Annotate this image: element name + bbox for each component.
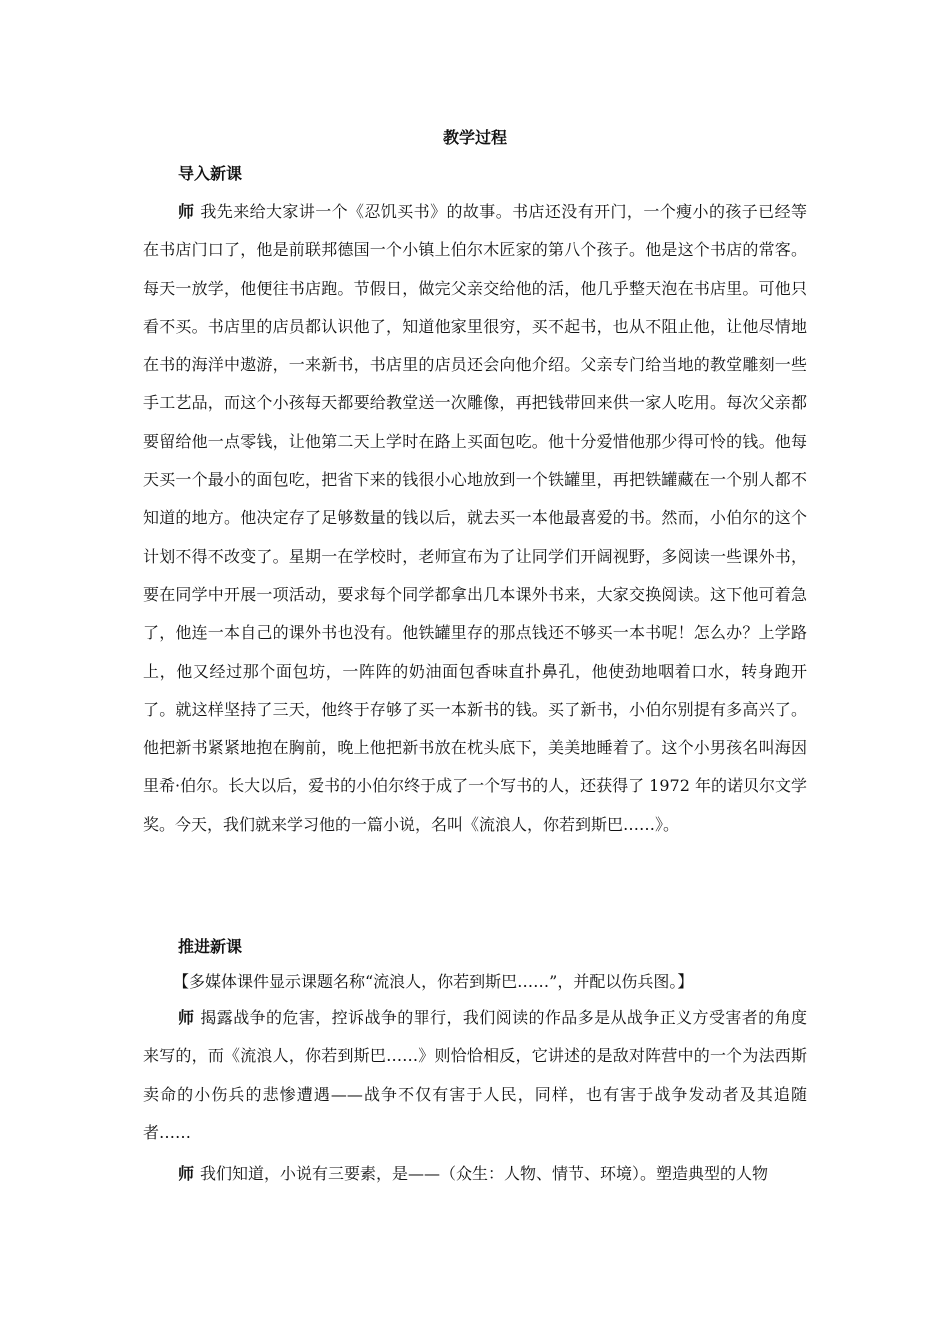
section-heading-advance: 推进新课 (178, 937, 243, 956)
speaker-label: 师 (178, 1008, 195, 1027)
advance-paragraph-2 (143, 1155, 807, 1193)
section-heading-intro: 导入新课 (178, 164, 243, 183)
speaker-label: 师 (178, 1164, 195, 1183)
advance-paragraph-1 (143, 999, 807, 1152)
page-title: 教学过程 (442, 128, 507, 147)
multimedia-note: 【多媒体课件显示课题名称“流浪人，你若到斯巴……”，并配以伤兵图。】 (173, 972, 694, 991)
speaker-label: 师 (178, 202, 195, 221)
intro-paragraph (143, 193, 807, 844)
advance-paragraph-1-text: 揭露战争的危害，控诉战争的罪行，我们阅读的作品多是从战争正义方受害者的角度来写的，而《流浪人，你若到斯巴……》则恰恰相反，它讲述的是敌对阵营中的一个为法西斯卖命的小伤兵的悲惨遭遇——战争不仅有害于人民，同样，也有害于战争发动者及其追随者…… (143, 1008, 807, 1142)
advance-paragraph-2-text: 我们知道，小说有三要素，是——（众生：人物、情节、环境）。塑造典型的人物 (200, 1164, 769, 1183)
intro-paragraph-text: 我先来给大家讲一个《忍饥买书》的故事。书店还没有开门，一个瘦小的孩子已经等在书店门口了，他是前联邦德国一个小镇上伯尔木匠家的第八个孩子。他是这个书店的常客。每天一放学，他便往书店跑。节假日，做完父亲交给他的活，他几乎整天泡在书店里。可他只看不买。书店里的店员都认识他了，知道他家里很穷，买不起书，也从不阻止他，让他尽情地在书的海洋中遨游，一来新书，书店里的店员还会向他介绍。父亲专门给当地的教堂雕刻一些手工艺品，而这个小孩每天都要给教堂送一次雕像，再把钱带回来供一家人吃用。每次父亲都要留给他一点零钱，让他第二天上学时在路上买面包吃。他十分爱惜他那少得可怜的钱。他每天买一个最小的面包吃，把省下来的钱很小心地放到一个铁罐里，再把铁罐藏在一个别人都不知道的地方。他决定存了足够数量的钱以后，就去买一本他最喜爱的书。然而，小伯尔的这个计划不得不改变了。星期一在学校时，老师宣布为了让同学们开阔视野，多阅读一些课外书，要在同学中开展一项活动，要求每个同学都拿出几本课外书来，大家交换阅读。这下他可着急了，他连一本自己的课外书也没有。他铁罐里存的那点钱还不够买一本书呢！怎么办？上学路上，他又经过那个面包坊，一阵阵的奶油面包香味直扑鼻孔，他使劲地咽着口水，转身跑开了。就这样坚持了三天，他终于存够了买一本新书的钱。买了新书，小伯尔别提有多高兴了。他把新书紧紧地抱在胸前，晚上他把新书放在枕头底下，美美地睡着了。这个小男孩名叫海因里希·伯尔。长大以后，爱书的小伯尔终于成了一个写书的人，还获得了 1972 年的诺贝尔文学奖。今天，我们就来学习他的一篇小说，名叫《流浪人，你若到斯巴……》。 (143, 202, 807, 834)
